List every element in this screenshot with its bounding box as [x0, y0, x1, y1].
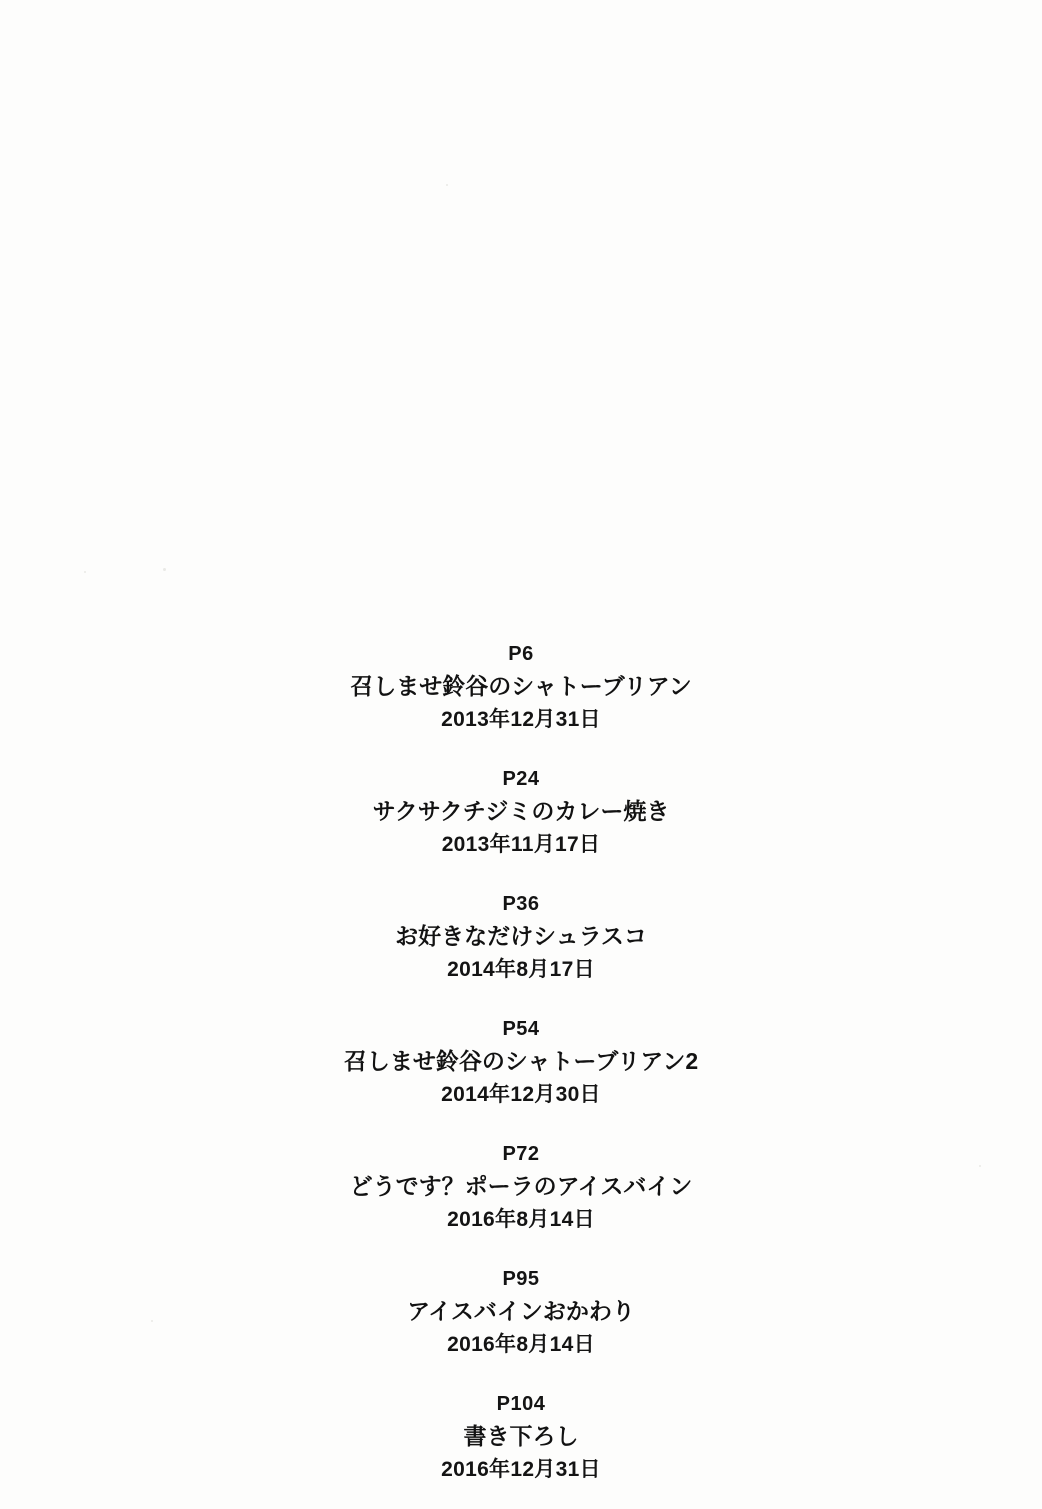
toc-page-number: P104	[496, 1393, 546, 1415]
toc-entry	[407, 1265, 635, 1360]
toc-date: 2013年11月17日	[441, 832, 601, 856]
toc-title: サクサクチジミのカレー焼き	[372, 798, 670, 824]
toc-entry	[395, 890, 647, 985]
toc-page-number: P72	[502, 1143, 540, 1165]
toc-title: アイスバインおかわり	[407, 1298, 635, 1324]
toc-title: どうです？ポーラのアイスバイン	[349, 1173, 693, 1199]
toc-date: 2014年8月17日	[447, 957, 595, 981]
toc-date: 2016年8月14日	[447, 1332, 595, 1356]
toc-entry	[350, 640, 692, 735]
toc-title: 召しませ鈴谷のシャトーブリアン	[350, 673, 692, 699]
toc-entry	[350, 1140, 693, 1235]
scan-speck	[163, 568, 166, 571]
toc-title: 召しませ鈴谷のシャトーブリアン2	[343, 1048, 699, 1074]
toc-page-number: P95	[502, 1268, 540, 1290]
toc-page-number: P36	[502, 893, 540, 915]
toc-title: お好きなだけシュラスコ	[395, 923, 647, 949]
toc-date: 2013年12月31日	[441, 707, 601, 731]
toc-date: 2016年8月14日	[447, 1207, 595, 1231]
toc-entry	[373, 765, 670, 860]
toc-page-number: P24	[502, 768, 540, 790]
scan-speck	[84, 571, 86, 573]
toc-page-number: P54	[502, 1018, 540, 1040]
table-of-contents	[0, 640, 1042, 1485]
toc-entry	[344, 1015, 698, 1110]
toc-date: 2014年12月30日	[441, 1082, 601, 1106]
scan-speck	[446, 184, 448, 186]
toc-date: 2016年12月31日	[441, 1457, 601, 1481]
toc-entry	[441, 1390, 601, 1485]
toc-title: 書き下ろし	[463, 1423, 579, 1449]
toc-page-number: P6	[508, 643, 534, 665]
